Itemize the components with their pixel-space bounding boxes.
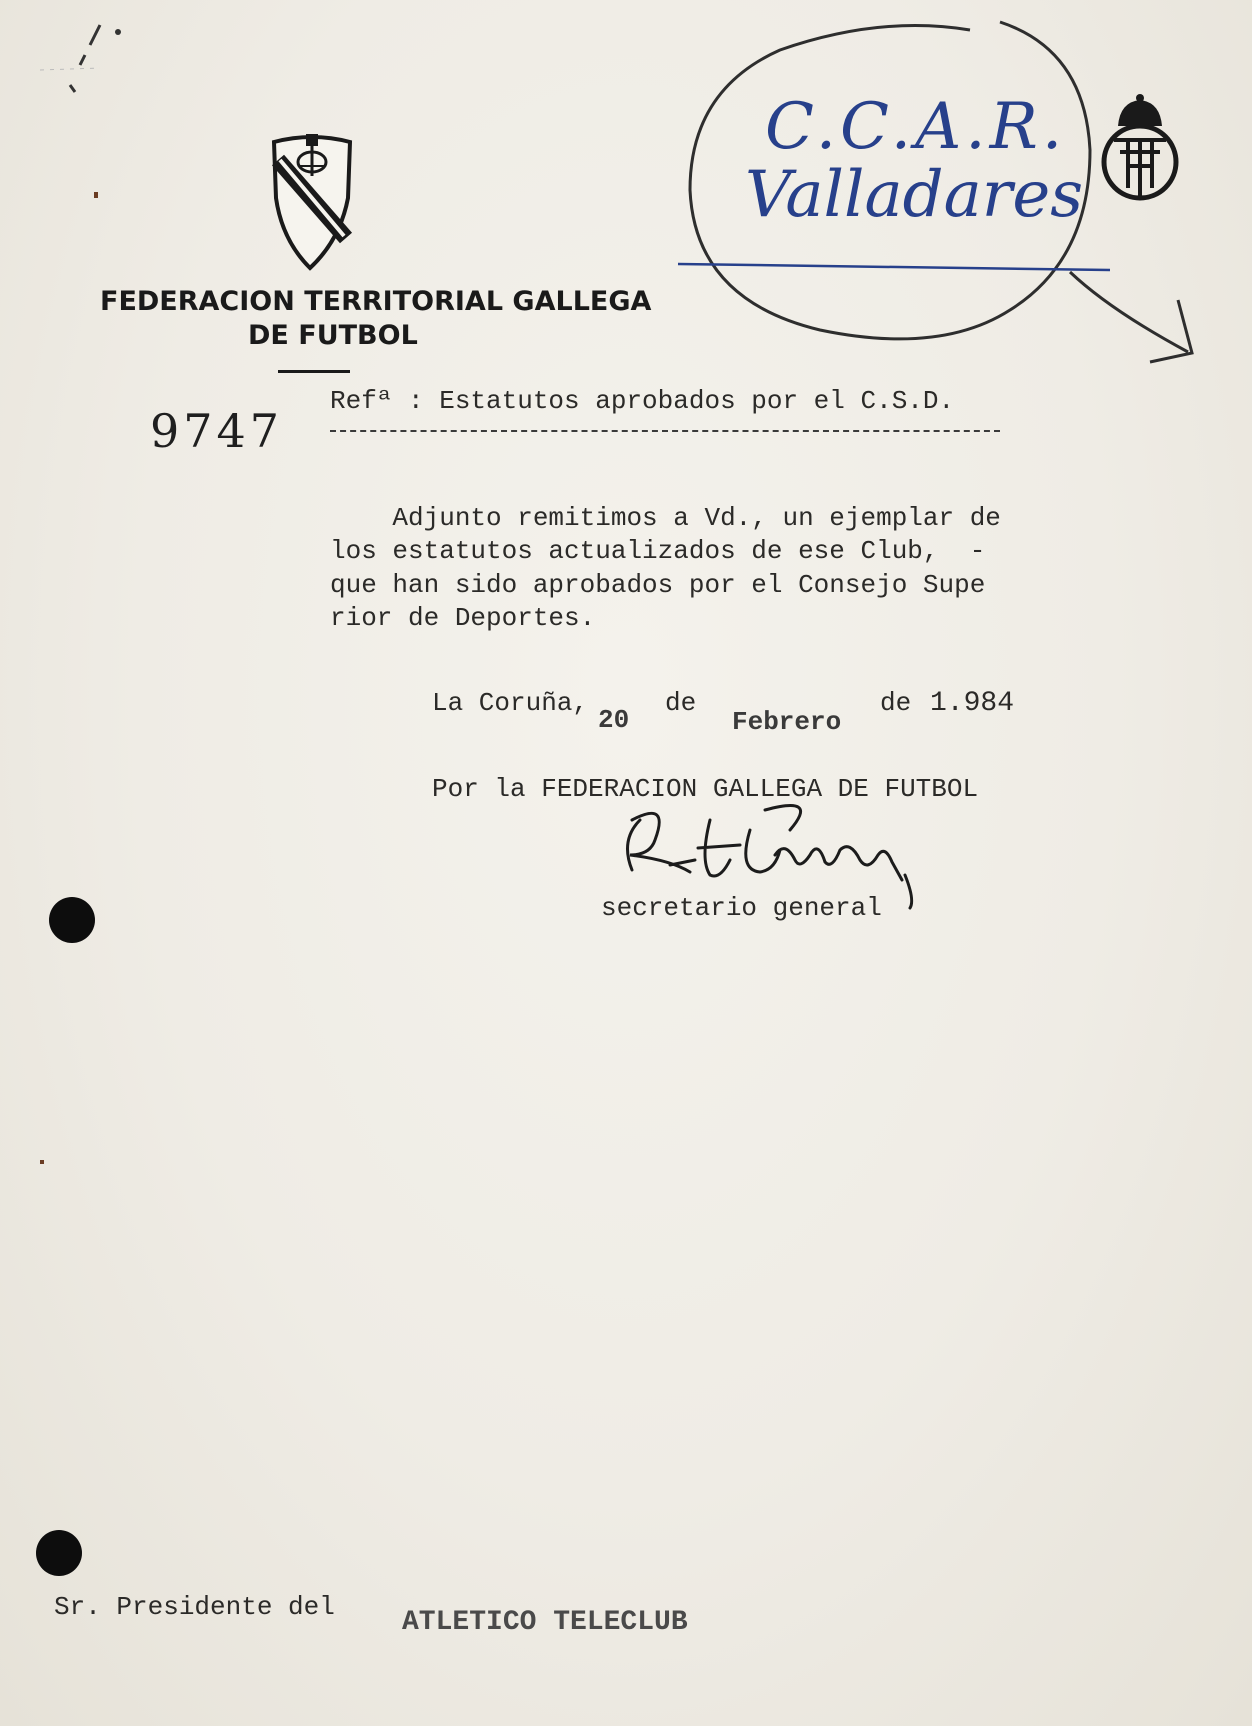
letterhead-line-2: DE FUTBOL [248, 320, 418, 351]
paper-marks [30, 10, 120, 100]
body-line-1: Adjunto remitimos a Vd., un ejemplar de [330, 503, 1001, 533]
addressee-club: ATLETICO TELECLUB [402, 1607, 688, 1638]
date-de-2: de [880, 688, 912, 718]
annotation-line-2: Valladares [745, 158, 1084, 232]
signature-role: secretario general [601, 893, 882, 923]
date-month: Febrero [732, 707, 842, 737]
reference-underline [330, 430, 1000, 432]
date-de-1: de [665, 688, 697, 718]
punch-hole-upper [49, 897, 95, 943]
annotation-line-1: C.C.A.R. [765, 90, 1067, 164]
document-number: 9747 [150, 404, 284, 458]
paper-speck [40, 1160, 44, 1164]
reference-line: Refª : Estatutos aprobados por el C.S.D. [330, 386, 955, 416]
body-line-3: que han sido aprobados por el Consejo Supe [330, 570, 986, 600]
body-line-4: rior de Deportes. [330, 603, 596, 633]
date-year: 1.984 [930, 688, 1015, 719]
addressee-label: Sr. Presidente del [54, 1592, 335, 1622]
paper-speck [94, 192, 98, 198]
date-day: 20 [598, 705, 630, 735]
date-place: La Coruña, [432, 688, 589, 718]
letterhead-line-1: FEDERACION TERRITORIAL GALLEGA [100, 286, 652, 317]
body-line-2: los estatutos actualizados de ese Club, - [330, 536, 986, 566]
signature-by-line: Por la FEDERACION GALLEGA DE FUTBOL [432, 774, 979, 804]
royal-federation-crest [1100, 92, 1180, 204]
federation-shield-logo [268, 128, 356, 268]
letterhead-rule [278, 370, 350, 373]
punch-hole-lower [36, 1530, 82, 1576]
